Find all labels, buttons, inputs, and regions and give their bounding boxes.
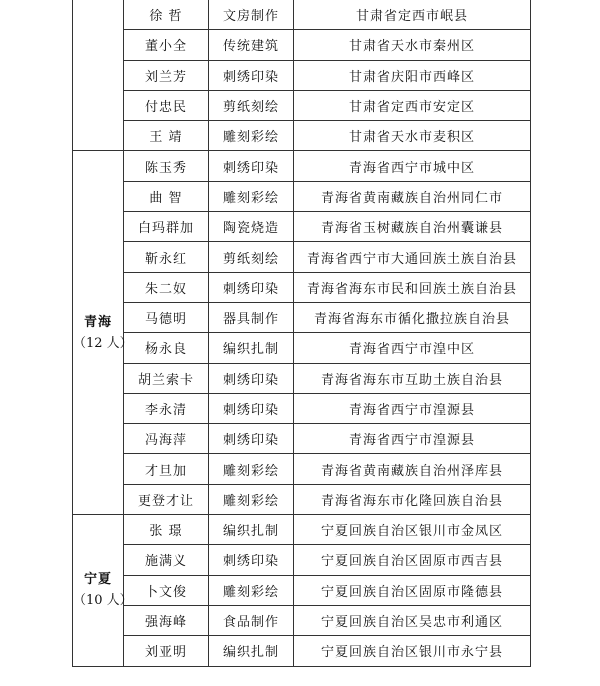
craft-category: 刺绣印染 [209,393,294,423]
province-cell [73,151,133,515]
person-name: 董小全 [124,30,209,60]
craft-category: 食品制作 [209,605,294,635]
location: 青海省西宁市大通回族土族自治县 [294,242,531,272]
person-name: 白玛群加 [124,212,209,242]
roster-table [72,0,531,667]
table-row [73,212,531,242]
roster-body [73,0,531,666]
table-row [73,60,531,90]
person-name: 卜文俊 [124,575,209,605]
craft-category: 刺绣印染 [209,151,294,181]
location: 宁夏回族自治区固原市隆德县 [294,575,531,605]
person-name: 朱二奴 [124,272,209,302]
location: 青海省西宁市湟源县 [294,393,531,423]
location: 青海省海东市化隆回族自治县 [294,484,531,514]
craft-category: 刺绣印染 [209,424,294,454]
table-row [73,121,531,151]
table-row [73,363,531,393]
person-name: 强海峰 [124,605,209,635]
craft-category: 雕刻彩绘 [209,575,294,605]
table-row [73,605,531,635]
table-row [73,30,531,60]
location: 宁夏回族自治区银川市金凤区 [294,515,531,545]
location: 宁夏回族自治区吴忠市利通区 [294,605,531,635]
table-row [73,424,531,454]
craft-category: 雕刻彩绘 [209,121,294,151]
craft-category: 编织扎制 [209,333,294,363]
craft-category: 刺绣印染 [209,60,294,90]
province-count: （10 人） [73,593,133,609]
person-name: 王 靖 [124,121,209,151]
person-name: 徐 哲 [124,0,209,30]
person-name: 李永清 [124,393,209,423]
location: 甘肃省庆阳市西峰区 [294,60,531,90]
craft-category: 刺绣印染 [209,272,294,302]
province-name: 宁夏 [83,572,112,588]
craft-category: 传统建筑 [209,30,294,60]
person-name: 付忠民 [124,90,209,120]
table-row [73,545,531,575]
craft-category: 陶瓷烧造 [209,212,294,242]
table-row [73,393,531,423]
craft-category: 刺绣印染 [209,545,294,575]
craft-category: 刺绣印染 [209,363,294,393]
province-name: 青海 [83,314,112,330]
table-row [73,454,531,484]
province-cell [73,515,133,666]
location: 甘肃省定西市安定区 [294,90,531,120]
person-name: 才旦加 [124,454,209,484]
location: 甘肃省天水市秦州区 [294,30,531,60]
location: 青海省海东市互助土族自治县 [294,363,531,393]
location: 宁夏回族自治区银川市永宁县 [294,636,531,666]
location: 青海省黄南藏族自治州泽库县 [294,454,531,484]
table-row [73,302,531,332]
person-name: 马德明 [124,302,209,332]
craft-category: 文房制作 [209,0,294,30]
craft-category: 雕刻彩绘 [209,484,294,514]
craft-category: 编织扎制 [209,515,294,545]
person-name: 刘兰芳 [124,60,209,90]
location: 青海省玉树藏族自治州囊谦县 [294,212,531,242]
table-row [73,242,531,272]
table-row [73,90,531,120]
craft-category: 剪纸刻绘 [209,242,294,272]
table-row [73,151,531,181]
location: 甘肃省定西市岷县 [294,0,531,30]
location: 宁夏回族自治区固原市西吉县 [294,545,531,575]
location: 青海省西宁市城中区 [294,151,531,181]
table-row [73,575,531,605]
location: 青海省黄南藏族自治州同仁市 [294,181,531,211]
location: 青海省海东市民和回族土族自治县 [294,272,531,302]
person-name: 胡兰索卡 [124,363,209,393]
craft-category: 剪纸刻绘 [209,90,294,120]
person-name: 更登才让 [124,484,209,514]
person-name: 靳永红 [124,242,209,272]
person-name: 施满义 [124,545,209,575]
location: 甘肃省天水市麦积区 [294,121,531,151]
table-row [73,181,531,211]
craft-category: 雕刻彩绘 [209,454,294,484]
location: 青海省西宁市湟源县 [294,424,531,454]
table-row [73,484,531,514]
person-name: 张 璟 [124,515,209,545]
person-name: 杨永良 [124,333,209,363]
table-row [73,515,531,545]
craft-category: 编织扎制 [209,636,294,666]
table-row [73,636,531,666]
province-count: （12 人） [73,335,133,351]
craft-category: 雕刻彩绘 [209,181,294,211]
location: 青海省西宁市湟中区 [294,333,531,363]
table-row [73,0,531,30]
person-name: 刘亚明 [124,636,209,666]
person-name: 曲 智 [124,181,209,211]
craft-category: 器具制作 [209,302,294,332]
table-row [73,333,531,363]
location: 青海省海东市循化撒拉族自治县 [294,302,531,332]
person-name: 冯海萍 [124,424,209,454]
province-cell [73,0,124,151]
table-row [73,272,531,302]
person-name: 陈玉秀 [124,151,209,181]
